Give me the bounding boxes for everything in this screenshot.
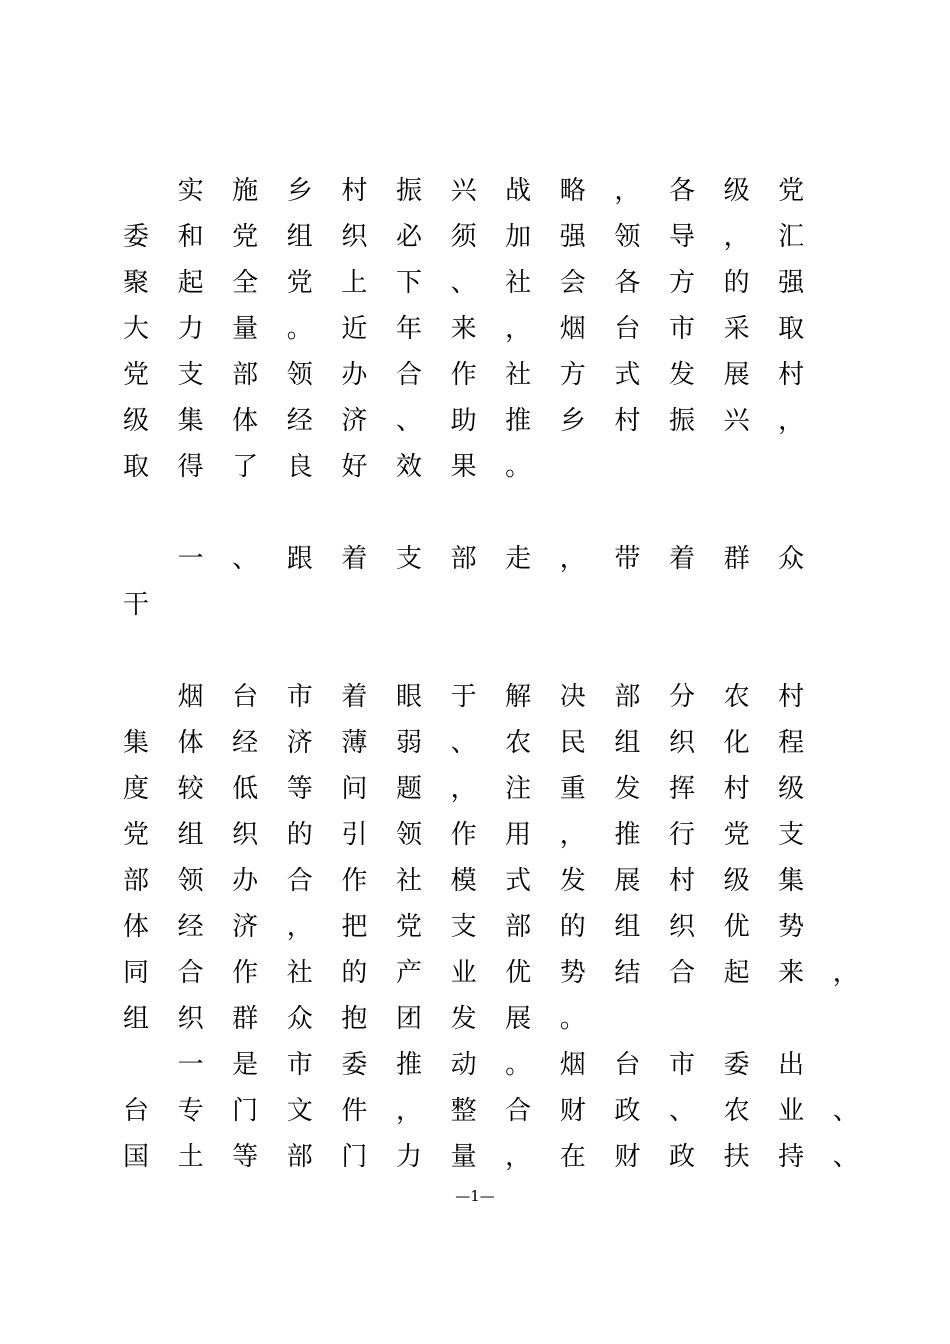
text-char: 加: [505, 222, 532, 252]
text-char: 办: [232, 866, 259, 896]
text-char: 村: [778, 682, 805, 712]
text-char: 跟: [286, 544, 313, 574]
text-char: 经: [177, 912, 204, 942]
text-char: ，: [723, 222, 750, 252]
text-char: 眼: [395, 682, 422, 712]
text-char: 方: [559, 360, 586, 390]
text-char: 社: [286, 958, 313, 988]
text-char: 党: [723, 820, 750, 850]
text-char: ，: [559, 544, 586, 574]
text-char: 式: [505, 866, 532, 896]
text-char: 低: [232, 774, 259, 804]
text-char: 带: [614, 544, 641, 574]
text-char: 同: [122, 958, 149, 988]
text-char: 支: [395, 544, 422, 574]
text-char: 扶: [723, 1142, 750, 1172]
text-char: 度: [122, 774, 149, 804]
text-char: 组: [286, 222, 313, 252]
text-char: 得: [177, 452, 204, 482]
text-char: 各: [668, 176, 695, 206]
text-char: 织: [341, 222, 368, 252]
text-char: 程: [778, 728, 805, 758]
text-char: 乡: [286, 176, 313, 206]
text-line: [0, 168, 950, 214]
text-line: [0, 1088, 950, 1134]
text-char: ，: [505, 314, 532, 344]
text-char: 着: [341, 682, 368, 712]
text-char: 党: [395, 912, 422, 942]
text-char: 领: [395, 820, 422, 850]
text-char: 的: [723, 268, 750, 298]
text-char: 整: [450, 1096, 477, 1126]
text-char: ，: [778, 406, 805, 436]
text-char: 着: [341, 544, 368, 574]
text-char: 了: [232, 452, 259, 482]
text-char: 部: [122, 866, 149, 896]
text-char: 结: [614, 958, 641, 988]
text-char: 振: [395, 176, 422, 206]
text-char: 。: [559, 1004, 586, 1034]
text-char: 解: [505, 682, 532, 712]
text-char: 集: [177, 406, 204, 436]
text-char: 较: [177, 774, 204, 804]
text-char: 群: [723, 544, 750, 574]
text-char: 织: [668, 912, 695, 942]
text-char: 合: [505, 1096, 532, 1126]
text-char: 、: [450, 268, 477, 298]
text-char: 济: [341, 406, 368, 436]
text-char: 村: [778, 360, 805, 390]
text-char: ，: [450, 774, 477, 804]
text-char: 强: [778, 268, 805, 298]
text-char: 合: [286, 866, 313, 896]
text-char: 来: [450, 314, 477, 344]
text-char: 作: [232, 958, 259, 988]
text-char: 群: [232, 1004, 259, 1034]
text-char: 导: [668, 222, 695, 252]
text-char: 好: [341, 452, 368, 482]
text-char: 民: [559, 728, 586, 758]
text-char: 支: [778, 820, 805, 850]
text-char: 件: [341, 1096, 368, 1126]
text-char: 国: [122, 1142, 149, 1172]
text-line: [0, 444, 950, 490]
text-char: 织: [668, 728, 695, 758]
text-char: 兴: [723, 406, 750, 436]
text-char: 采: [723, 314, 750, 344]
text-char: 良: [286, 452, 313, 482]
text-char: 把: [341, 912, 368, 942]
text-char: 量: [232, 314, 259, 344]
text-char: 分: [668, 682, 695, 712]
text-char: 优: [505, 958, 532, 988]
text-char: 持: [778, 1142, 805, 1172]
text-char: 展: [723, 360, 750, 390]
text-char: 社: [505, 268, 532, 298]
text-line: [0, 352, 950, 398]
text-char: 门: [232, 1096, 259, 1126]
text-char: 领: [177, 866, 204, 896]
text-char: 党: [122, 820, 149, 850]
text-char: 村: [614, 406, 641, 436]
text-char: 等: [286, 774, 313, 804]
text-char: 用: [505, 820, 532, 850]
text-char: 组: [177, 820, 204, 850]
page-number: —1—: [455, 1187, 495, 1205]
text-char: 展: [505, 1004, 532, 1034]
text-line: [0, 904, 950, 950]
text-char: 经: [232, 728, 259, 758]
text-char: 一: [177, 1050, 204, 1080]
text-char: 众: [286, 1004, 313, 1034]
text-char: 重: [559, 774, 586, 804]
text-char: 土: [177, 1142, 204, 1172]
text-char: 组: [614, 912, 641, 942]
text-char: 展: [614, 866, 641, 896]
text-char: 起: [723, 958, 750, 988]
text-char: 战: [505, 176, 532, 206]
text-char: 部: [614, 682, 641, 712]
text-char: 台: [614, 314, 641, 344]
text-char: 领: [614, 222, 641, 252]
text-char: 效: [395, 452, 422, 482]
text-line: [0, 536, 950, 582]
text-char: 挥: [668, 774, 695, 804]
text-char: 略: [559, 176, 586, 206]
text-char: 农: [723, 682, 750, 712]
text-char: 的: [341, 958, 368, 988]
text-line: [0, 1134, 950, 1180]
text-char: 的: [559, 912, 586, 942]
text-char: 式: [614, 360, 641, 390]
text-char: 文: [286, 1096, 313, 1126]
text-char: 农: [723, 1096, 750, 1126]
text-char: ，: [614, 176, 641, 206]
text-char: 政: [668, 1142, 695, 1172]
text-line: [0, 858, 950, 904]
text-char: 经: [286, 406, 313, 436]
text-char: 社: [505, 360, 532, 390]
text-char: 集: [778, 866, 805, 896]
text-char: 部: [286, 1142, 313, 1172]
text-line: [0, 582, 950, 628]
text-char: 社: [395, 866, 422, 896]
text-char: 组: [614, 728, 641, 758]
text-char: 必: [395, 222, 422, 252]
text-char: 级: [778, 774, 805, 804]
text-char: 出: [778, 1050, 805, 1080]
text-char: 全: [232, 268, 259, 298]
text-char: 级: [723, 176, 750, 206]
text-char: 众: [778, 544, 805, 574]
text-char: 委: [122, 222, 149, 252]
text-char: 合: [395, 360, 422, 390]
text-char: 体: [232, 406, 259, 436]
text-char: 村: [341, 176, 368, 206]
text-char: 薄: [341, 728, 368, 758]
text-char: 须: [450, 222, 477, 252]
text-char: 支: [450, 912, 477, 942]
text-char: 作: [450, 360, 477, 390]
text-char: 、: [668, 1096, 695, 1126]
text-char: 是: [232, 1050, 259, 1080]
text-char: 支: [177, 360, 204, 390]
text-char: 业: [778, 1096, 805, 1126]
text-char: 量: [450, 1142, 477, 1172]
text-char: 组: [122, 1004, 149, 1034]
text-char: 集: [122, 728, 149, 758]
text-char: 抱: [341, 1004, 368, 1034]
text-char: 兴: [450, 176, 477, 206]
text-char: ，: [505, 1142, 532, 1172]
text-char: 党: [286, 268, 313, 298]
text-char: 决: [559, 682, 586, 712]
text-char: 来: [778, 958, 805, 988]
text-char: 动: [450, 1050, 477, 1080]
text-char: 行: [668, 820, 695, 850]
text-char: 和: [177, 222, 204, 252]
text-char: 、: [832, 1096, 859, 1126]
text-char: 财: [614, 1142, 641, 1172]
text-char: 领: [286, 360, 313, 390]
text-char: 委: [341, 1050, 368, 1080]
text-line: [0, 720, 950, 766]
text-char: ，: [286, 912, 313, 942]
text-char: 弱: [395, 728, 422, 758]
text-char: 近: [341, 314, 368, 344]
text-char: 在: [559, 1142, 586, 1172]
text-char: 体: [122, 912, 149, 942]
text-char: 振: [668, 406, 695, 436]
text-char: 强: [559, 222, 586, 252]
text-char: 党: [232, 222, 259, 252]
text-char: 干: [122, 590, 149, 620]
text-line: [0, 996, 950, 1042]
text-char: 作: [341, 866, 368, 896]
text-char: 起: [177, 268, 204, 298]
text-char: 力: [177, 314, 204, 344]
text-char: 施: [232, 176, 259, 206]
text-char: ，: [832, 958, 859, 988]
text-char: 村: [668, 866, 695, 896]
text-char: 取: [122, 452, 149, 482]
text-char: 级: [723, 866, 750, 896]
text-char: 下: [395, 268, 422, 298]
text-line: [0, 766, 950, 812]
text-char: 。: [286, 314, 313, 344]
text-char: 台: [232, 682, 259, 712]
text-line: [0, 674, 950, 720]
text-char: 于: [450, 682, 477, 712]
text-char: 委: [723, 1050, 750, 1080]
text-char: 烟: [559, 314, 586, 344]
text-char: 合: [177, 958, 204, 988]
text-char: 推: [395, 1050, 422, 1080]
text-char: 党: [122, 360, 149, 390]
text-char: 势: [559, 958, 586, 988]
text-line: [0, 812, 950, 858]
text-char: 、: [395, 406, 422, 436]
text-char: 走: [505, 544, 532, 574]
text-char: 发: [450, 1004, 477, 1034]
text-char: 部: [505, 912, 532, 942]
text-char: 部: [232, 360, 259, 390]
text-line: [0, 260, 950, 306]
text-line: [0, 950, 950, 996]
text-char: 力: [395, 1142, 422, 1172]
text-char: 聚: [122, 268, 149, 298]
text-char: 市: [286, 1050, 313, 1080]
text-char: 村: [723, 774, 750, 804]
text-line: [0, 214, 950, 260]
text-char: ，: [395, 1096, 422, 1126]
text-char: 发: [614, 774, 641, 804]
text-char: 着: [668, 544, 695, 574]
text-char: 等: [232, 1142, 259, 1172]
text-char: 题: [395, 774, 422, 804]
text-char: 台: [122, 1096, 149, 1126]
text-char: 烟: [559, 1050, 586, 1080]
text-char: 。: [505, 1050, 532, 1080]
text-char: 的: [286, 820, 313, 850]
text-char: 济: [286, 728, 313, 758]
text-char: 政: [614, 1096, 641, 1126]
text-line: [0, 1042, 950, 1088]
text-char: 体: [177, 728, 204, 758]
text-char: 财: [559, 1096, 586, 1126]
text-char: 汇: [778, 222, 805, 252]
text-char: ，: [559, 820, 586, 850]
text-char: 一: [177, 544, 204, 574]
text-char: 化: [723, 728, 750, 758]
text-char: 方: [668, 268, 695, 298]
text-line: [0, 398, 950, 444]
text-char: 实: [177, 176, 204, 206]
text-char: 织: [232, 820, 259, 850]
text-char: 取: [778, 314, 805, 344]
text-char: 问: [341, 774, 368, 804]
text-char: 大: [122, 314, 149, 344]
text-char: 注: [505, 774, 532, 804]
text-char: 团: [395, 1004, 422, 1034]
text-char: 济: [232, 912, 259, 942]
text-char: 合: [668, 958, 695, 988]
text-char: 织: [177, 1004, 204, 1034]
text-char: 、: [832, 1142, 859, 1172]
text-char: 推: [505, 406, 532, 436]
text-char: 党: [778, 176, 805, 206]
text-char: 。: [505, 452, 532, 482]
text-char: 发: [559, 866, 586, 896]
text-char: 会: [559, 268, 586, 298]
text-char: 引: [341, 820, 368, 850]
text-char: 市: [286, 682, 313, 712]
text-char: 作: [450, 820, 477, 850]
text-char: 年: [395, 314, 422, 344]
text-char: 产: [395, 958, 422, 988]
text-char: 、: [450, 728, 477, 758]
text-char: 业: [450, 958, 477, 988]
text-char: 发: [668, 360, 695, 390]
text-char: 部: [450, 544, 477, 574]
text-char: 乡: [559, 406, 586, 436]
text-char: 模: [450, 866, 477, 896]
text-char: 办: [341, 360, 368, 390]
text-char: 优: [723, 912, 750, 942]
text-char: 烟: [177, 682, 204, 712]
text-char: 农: [505, 728, 532, 758]
text-char: 市: [668, 314, 695, 344]
text-char: 、: [232, 544, 259, 574]
text-char: 级: [122, 406, 149, 436]
text-char: 果: [450, 452, 477, 482]
text-char: 市: [668, 1050, 695, 1080]
text-char: 势: [778, 912, 805, 942]
text-char: 各: [614, 268, 641, 298]
text-char: 门: [341, 1142, 368, 1172]
text-char: 助: [450, 406, 477, 436]
text-char: 推: [614, 820, 641, 850]
text-char: 台: [614, 1050, 641, 1080]
text-char: 专: [177, 1096, 204, 1126]
text-line: [0, 306, 950, 352]
text-char: 上: [341, 268, 368, 298]
